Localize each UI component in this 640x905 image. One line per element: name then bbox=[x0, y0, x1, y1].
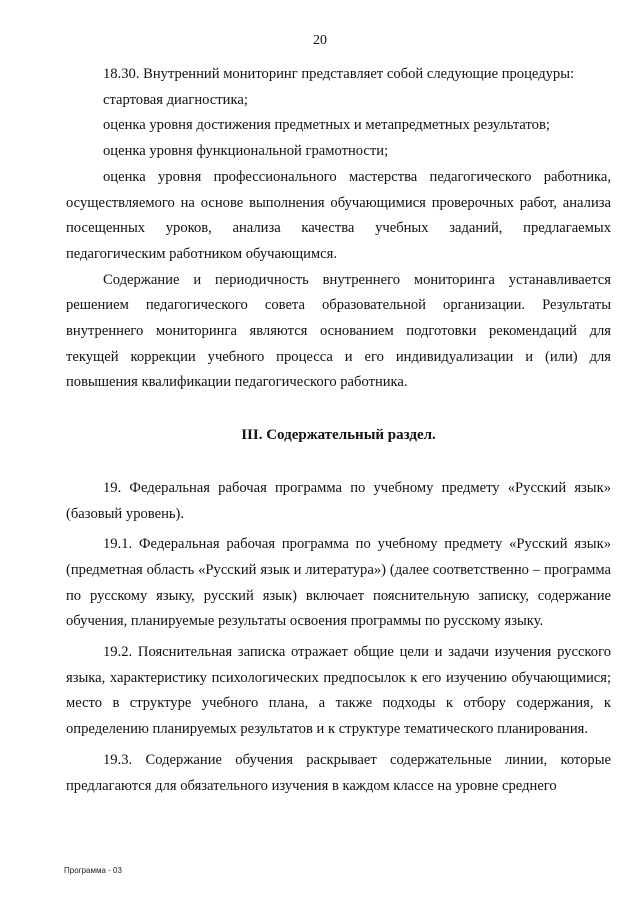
paragraph-19-3: 19.3. Содержание обучения раскрывает содержательные линии, которые предлагаются для обязательного изучения в каждом классе на уровне среднего bbox=[66, 751, 611, 794]
footer-label: Программа - 03 bbox=[64, 866, 122, 875]
list-item-results-assessment: оценка уровня достижения предметных и метапредметных результатов; bbox=[103, 117, 550, 134]
list-item-start-diagnostics: стартовая диагностика; bbox=[103, 91, 248, 108]
paragraph-19: 19. Федеральная рабочая программа по учебному предмету «Русский язык» (базовый уровень). bbox=[66, 479, 611, 522]
document-body bbox=[66, 62, 611, 799]
paragraph-19-2: 19.2. Пояснительная записка отражает общие цели и задачи изучения русского языка, характеристику психологических предпосылок к его изучению обучающимися; место в структуре учебного плана, а также подходы к отбору содержания, к определению планируемых результатов и к структуре тематического планирования. bbox=[66, 644, 611, 738]
list-item-functional-literacy: оценка уровня функциональной грамотности; bbox=[103, 143, 389, 160]
page-number: 20 bbox=[313, 33, 327, 48]
list-item-professional-mastery: оценка уровня профессионального мастерства педагогического работника, осуществляемого на основе выполнения обучающимися проверочных работ, анализа посещенных уроков, анализа качества учебных заданий, предлагаемых педагогическим работником обучающимся. bbox=[66, 168, 611, 262]
section-heading: III. Содержательный раздел. bbox=[241, 427, 436, 444]
paragraph-18-30-intro: 18.30. Внутренний мониторинг представляет собой следующие процедуры: bbox=[103, 66, 575, 82]
paragraph-monitoring-content: Содержание и периодичность внутреннего мониторинга устанавливается решением педагогического совета образовательной организации. Результаты внутреннего мониторинга являются основанием подготовки рекомендаций для текущей коррекции учебного процесса и его индивидуализации и (или) для повышения квалификации педагогического работника. bbox=[66, 271, 611, 391]
paragraph-19-1: 19.1. Федеральная рабочая программа по учебному предмету «Русский язык» (предметная область «Русский язык и литература») (далее соответственно – программа по русскому языку, русский язык) включает пояснительную записку, содержание обучения, планируемые результаты освоения программы по русскому языку. bbox=[66, 536, 611, 630]
